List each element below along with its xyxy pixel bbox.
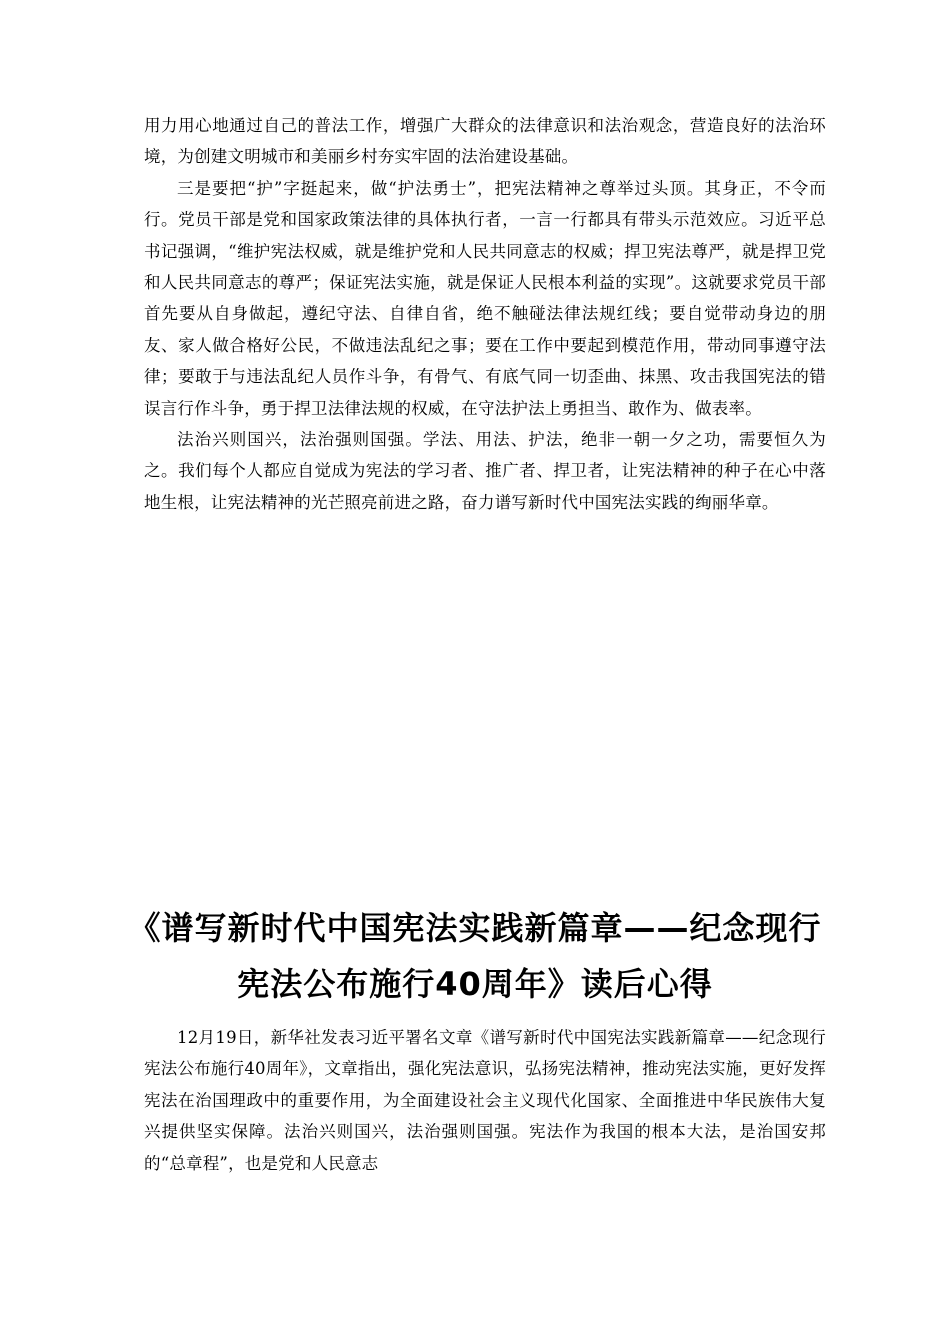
article-title: 《谱写新时代中国宪法实践新篇章——纪念现行宪法公布施行40周年》读后心得	[128, 909, 822, 1003]
article-body	[144, 1022, 826, 1179]
body-paragraph: 法治兴则国兴，法治强则国强。学法、用法、护法，绝非一朝一夕之功，需要恒久为之。我们每个人都应自觉成为宪法的学习者、推广者、捍卫者，让宪法精神的种子在心中落地生根，让宪法精神的光芒照亮前进之路，奋力谱写新时代中国宪法实践的绚丽华章。	[144, 430, 826, 512]
body-paragraph: 三是要把“护”字挺起来，做“护法勇士”，把宪法精神之尊举过头顶。其身正，不令而行。党员干部是党和国家政策法律的具体执行者，一言一行都具有带头示范效应。习近平总书记强调，“维护宪法权威，就是维护党和人民共同意志的权威；捍卫宪法尊严，就是捍卫党和人民共同意志的尊严；保证宪法实施，就是保证人民根本利益的实现”。这就要求党员干部首先要从自身做起，遵纪守法、自律自省，绝不触碰法律法规红线；要自觉带动身边的朋友、家人做合格好公民，不做违法乱纪之事；要在工作中要起到模范作用，带动同事遵守法律；要敢于与违法乱纪人员作斗争，有骨气、有底气同一切歪曲、抹黑、攻击我国宪法的错误言行作斗争，勇于捍卫法律法规的权威，在守法护法上勇担当、敢作为、做表率。	[144, 178, 826, 418]
body-paragraph: 12月19日，新华社发表习近平署名文章《谱写新时代中国宪法实践新篇章——纪念现行宪法公布施行40周年》，文章指出，强化宪法意识，弘扬宪法精神，推动宪法实施，更好发挥宪法在治国理政中的重要作用，为全面建设社会主义现代化国家、全面推进中华民族伟大复兴提供坚实保障。法治兴则国兴，法治强则国强。宪法作为我国的根本大法，是治国安邦的“总章程”，也是党和人民意志	[144, 1028, 826, 1173]
body-paragraph-continued: 用力用心地通过自己的普法工作，增强广大群众的法律意识和法治观念，营造良好的法治环境，为创建文明城市和美丽乡村夯实牢固的法治建设基础。	[144, 116, 826, 167]
previous-article-ending	[144, 110, 826, 518]
